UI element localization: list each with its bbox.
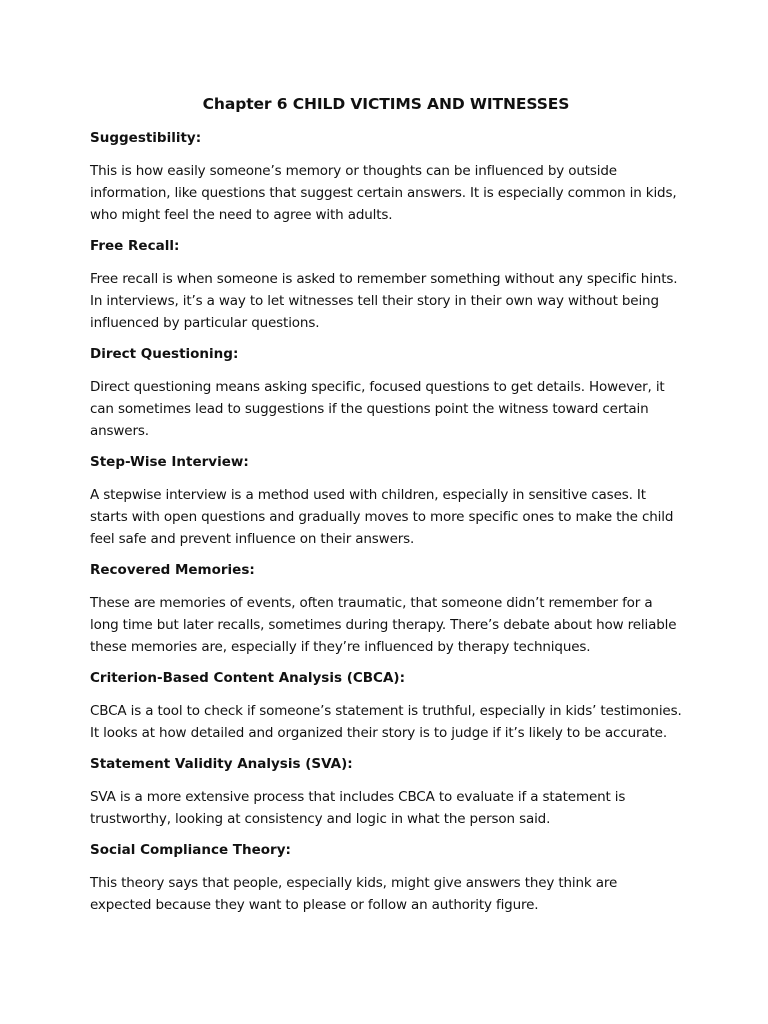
section-paragraph: This is how easily someone’s memory or thoughts can be influenced by outside information, like questions that suggest certain answers. It is especially common in kids, who might feel the need to agree with adults. — [90, 163, 677, 223]
section-heading: Recovered Memories: — [90, 562, 255, 578]
section-paragraph: A stepwise interview is a method used with children, especially in sensitive cases. It starts with open questions and gradually moves to more specific ones to make the child feel safe and prevent influence on their answers. — [90, 487, 674, 547]
section-heading: Direct Questioning: — [90, 346, 239, 362]
section-free-recall — [90, 236, 682, 334]
section-heading: Criterion-Based Content Analysis (CBCA): — [90, 670, 405, 686]
section-heading: Statement Validity Analysis (SVA): — [90, 756, 353, 772]
section-paragraph: CBCA is a tool to check if someone’s statement is truthful, especially in kids’ testimonies. It looks at how detailed and organized their story is to judge if it’s likely to be accurate. — [90, 703, 682, 741]
section-step-wise-interview — [90, 452, 682, 550]
document-content — [90, 94, 682, 926]
section-sva — [90, 754, 682, 830]
section-paragraph: This theory says that people, especially kids, might give answers they think are expected because they want to please or follow an authority figure. — [90, 875, 618, 913]
section-cbca — [90, 668, 682, 744]
section-paragraph: SVA is a more extensive process that includes CBCA to evaluate if a statement is trustworthy, looking at consistency and logic in what the person said. — [90, 789, 626, 827]
section-heading: Step-Wise Interview: — [90, 454, 249, 470]
section-paragraph: Direct questioning means asking specific, focused questions to get details. However, it can sometimes lead to suggestions if the questions point the witness toward certain answers. — [90, 379, 665, 439]
section-paragraph: Free recall is when someone is asked to remember something without any specific hints. In interviews, it’s a way to let witnesses tell their story in their own way without being influenced by particular questions. — [90, 271, 678, 331]
page-title: Chapter 6 CHILD VICTIMS AND WITNESSES — [202, 95, 570, 113]
section-recovered-memories — [90, 560, 682, 658]
section-paragraph: These are memories of events, often traumatic, that someone didn’t remember for a long time but later recalls, sometimes during therapy. There’s debate about how reliable these memories are, especially if they’re influenced by therapy techniques. — [90, 595, 677, 655]
section-heading: Free Recall: — [90, 238, 180, 254]
section-suggestibility — [90, 128, 682, 226]
section-direct-questioning — [90, 344, 682, 442]
section-heading: Suggestibility: — [90, 130, 202, 146]
section-heading: Social Compliance Theory: — [90, 842, 291, 858]
section-social-compliance-theory — [90, 840, 682, 916]
